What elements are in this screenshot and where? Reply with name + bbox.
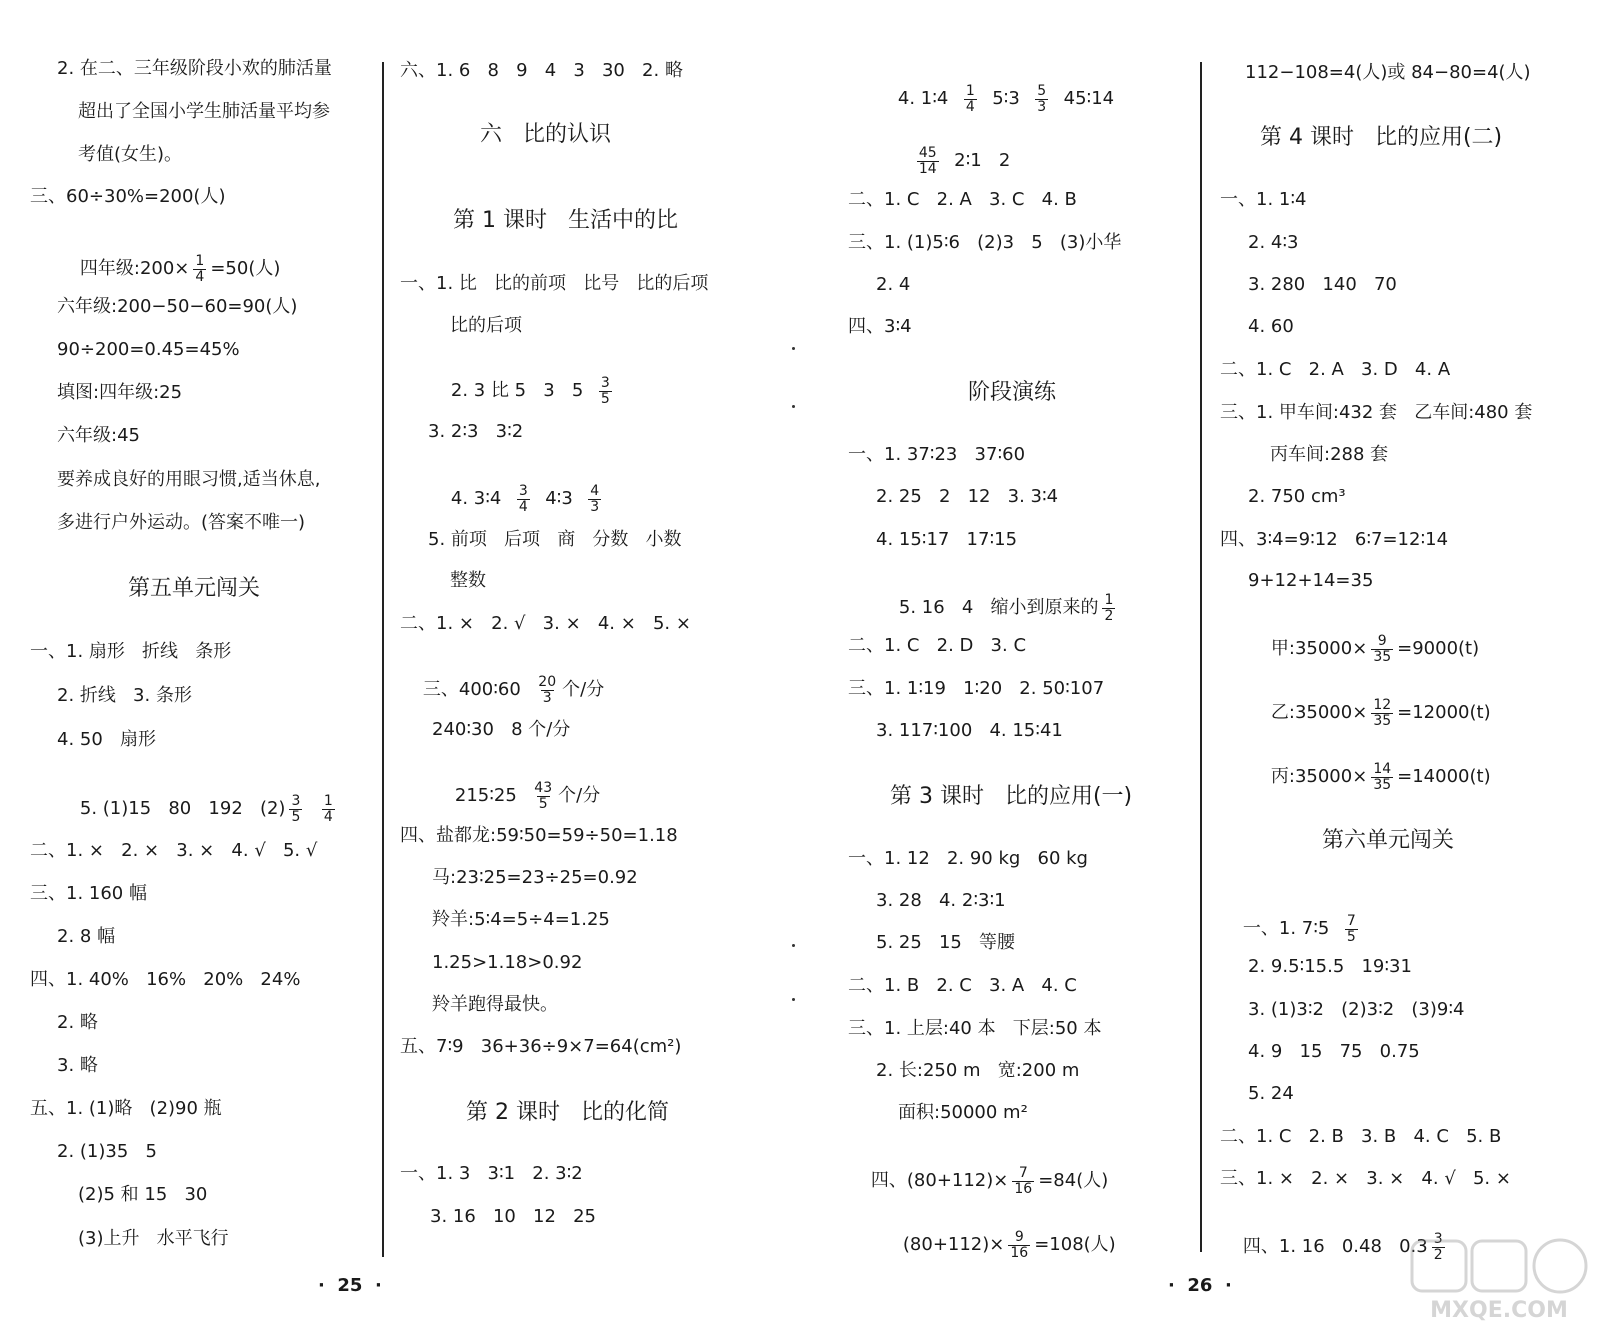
answer-line: 三、1. 1∶19 1∶20 2. 50∶107 xyxy=(848,678,1105,699)
answer-line: 四、1. 16 0.48 0.3 $\frac{3}{2}$ xyxy=(1242,1231,1443,1263)
fraction: $\frac{3}{5}$ xyxy=(291,793,301,825)
answer-line: 2. 折线 3. 条形 xyxy=(57,685,192,706)
fraction: $\frac{7}{16}$ xyxy=(1014,1165,1033,1197)
answer-line: 三、60÷30%=200(人) xyxy=(30,186,226,207)
fraction: $\frac{14}{35}$ xyxy=(1373,761,1392,793)
answer-line: 3. 28 4. 2∶3∶1 xyxy=(876,890,1006,911)
answer-line: 3. 280 140 70 xyxy=(1248,274,1397,295)
fraction: $\frac{1}{4}$ xyxy=(965,83,975,115)
fraction: $\frac{20}{3}$ xyxy=(538,674,557,706)
answer-line: 二、1. C 2. A 3. D 4. A xyxy=(1220,359,1451,380)
answer-line: 丙:35000× $\frac{14}{35}$ =14000(t) xyxy=(1270,761,1491,793)
page-number: · 26 · xyxy=(1168,1275,1232,1296)
answer-line: 5. (1)15 80 192 (2) $\frac{3}{5}$ $\frac{1}{4}$ xyxy=(79,793,333,825)
answer-line: 六年级:45 xyxy=(57,425,140,446)
unit-heading: 六 比的认识 xyxy=(480,122,611,147)
answer-line: 二、1. C 2. D 3. C xyxy=(848,635,1027,656)
answer-line: 乙:35000× $\frac{12}{35}$ =12000(t) xyxy=(1270,697,1491,729)
fraction: $\frac{3}{5}$ xyxy=(600,375,610,407)
fraction: $\frac{12}{35}$ xyxy=(1373,697,1392,729)
answer-line: 多进行户外运动。(答案不唯一) xyxy=(57,512,306,533)
answer-line: 2. 750 cm³ xyxy=(1248,486,1346,507)
answer-line: 考值(女生)。 xyxy=(78,144,183,165)
gutter-dot xyxy=(792,405,795,408)
lesson-heading: 第 3 课时 比的应用(一) xyxy=(890,784,1133,809)
answer-line: 90÷200=0.45=45% xyxy=(57,339,240,360)
answer-line: 2. 4∶3 xyxy=(1248,232,1299,253)
answer-line: 三、1. 甲车间:432 套 乙车间:480 套 xyxy=(1220,402,1533,423)
answer-line: 4. 1∶4 $\frac{1}{4}$ 5∶3 $\frac{5}{3}$ 45∶14 xyxy=(897,83,1115,115)
answer-line: 超出了全国小学生肺活量平均参 xyxy=(78,101,330,122)
answer-line: 2. 在二、三年级阶段小欢的肺活量 xyxy=(57,58,332,79)
answer-line: 一、1. 1∶4 xyxy=(1220,189,1307,210)
answer-line: 3. (1)3∶2 (2)3∶2 (3)9∶4 xyxy=(1248,999,1465,1020)
answer-line: 5. 16 4 缩小到原来的 $\frac{1}{2}$ xyxy=(898,592,1114,624)
fraction: $\frac{4}{3}$ xyxy=(590,483,600,515)
answer-line: 2. 3 比 5 3 5 $\frac{3}{5}$ xyxy=(450,375,610,407)
watermark-logo xyxy=(1404,1237,1594,1323)
answer-line: 四、3∶4 xyxy=(848,316,912,337)
answer-line: 三、400∶60 $\frac{20}{3}$ 个/分 xyxy=(422,674,605,706)
fraction: $\frac{7}{5}$ xyxy=(1346,913,1356,945)
answer-line: 一、1. 3 3∶1 2. 3∶2 xyxy=(400,1163,583,1184)
answer-line: 二、1. × 2. × 3. × 4. √ 5. √ xyxy=(30,840,318,861)
answer-line: 填图:四年级:25 xyxy=(57,382,183,403)
answer-line: 4. 60 xyxy=(1248,316,1294,337)
answer-line: 整数 xyxy=(450,570,486,591)
lesson-heading: 第 1 课时 生活中的比 xyxy=(453,208,678,233)
answer-line: 2. 4 xyxy=(876,274,911,295)
answer-line: 3. 16 10 12 25 xyxy=(430,1206,597,1227)
fraction: $\frac{5}{3}$ xyxy=(1037,83,1047,115)
answer-line: (2)5 和 15 30 xyxy=(78,1184,208,1205)
answer-line: 240∶30 8 个/分 xyxy=(432,719,571,740)
answer-line: 六、1. 6 8 9 4 3 30 2. 略 xyxy=(400,60,683,81)
answer-line: (3)上升 水平飞行 xyxy=(78,1228,229,1249)
answer-line: 马:23∶25=23÷25=0.92 xyxy=(432,867,638,888)
answer-line: 三、1. × 2. × 3. × 4. √ 5. × xyxy=(1220,1168,1511,1189)
answer-line: 三、1. 160 幅 xyxy=(30,883,147,904)
answer-line: 112−108=4(人)或 84−80=4(人) xyxy=(1245,62,1531,83)
answer-line: 2. 8 幅 xyxy=(57,926,116,947)
fraction: $\frac{3}{2}$ xyxy=(1433,1231,1443,1263)
column-divider xyxy=(1200,62,1202,1252)
answer-line: 一、1. 7∶5 $\frac{7}{5}$ xyxy=(1242,913,1356,945)
answer-line: 3. 2∶3 3∶2 xyxy=(428,421,524,442)
answer-line: 一、1. 扇形 折线 条形 xyxy=(30,641,232,662)
answer-line: 四、盐都龙:59∶50=59÷50=1.18 xyxy=(400,825,678,846)
answer-line: 5. 24 xyxy=(1248,1083,1294,1104)
section-heading: 阶段演练 xyxy=(968,380,1057,405)
answer-line: 一、1. 12 2. 90 kg 60 kg xyxy=(848,848,1088,869)
section-heading: 第五单元闯关 xyxy=(128,576,261,601)
lesson-heading: 第 2 课时 比的化简 xyxy=(466,1100,669,1125)
gutter-dot xyxy=(792,998,795,1001)
answer-line: 2. 略 xyxy=(57,1012,98,1033)
answer-line: 羚羊:5∶4=5÷4=1.25 xyxy=(432,909,610,930)
answer-line: 二、1. × 2. √ 3. × 4. × 5. × xyxy=(400,613,691,634)
answer-line: 2. 25 2 12 3. 3∶4 xyxy=(876,486,1059,507)
answer-line: 4. 9 15 75 0.75 xyxy=(1248,1041,1420,1062)
fraction: $\frac{43}{5}$ xyxy=(534,780,553,812)
answer-line: 3. 略 xyxy=(57,1055,98,1076)
answer-line: 4. 15∶17 17∶15 xyxy=(876,529,1018,550)
answer-line: 2. 长:250 m 宽:200 m xyxy=(876,1060,1080,1081)
answer-line: 一、1. 37∶23 37∶60 xyxy=(848,444,1026,465)
gutter-dot xyxy=(792,347,795,350)
gutter-dot xyxy=(792,944,795,947)
answer-line: 5. 前项 后项 商 分数 小数 xyxy=(428,529,682,550)
answer-line: 六年级:200−50−60=90(人) xyxy=(57,296,298,317)
fraction: $\frac{1}{4}$ xyxy=(323,793,333,825)
answer-line: 四、(80+112)× $\frac{7}{16}$ =84(人) xyxy=(870,1165,1109,1197)
answer-line: 四、1. 40% 16% 20% 24% xyxy=(30,969,301,990)
answer-line: 3. 117∶100 4. 15∶41 xyxy=(876,720,1063,741)
answer-line: 丙车间:288 套 xyxy=(1270,444,1389,465)
fraction: $\frac{1}{4}$ xyxy=(195,253,205,285)
answer-line: 二、1. C 2. B 3. B 4. C 5. B xyxy=(1220,1126,1502,1147)
lesson-heading: 第 4 课时 比的应用(二) xyxy=(1260,125,1503,150)
fraction: $\frac{3}{4}$ xyxy=(518,483,528,515)
answer-line: 五、1. (1)略 (2)90 瓶 xyxy=(30,1098,222,1119)
answer-line: $\frac{45}{14}$ 2∶1 2 xyxy=(918,145,1011,177)
answer-line: 4. 50 扇形 xyxy=(57,729,156,750)
answer-line: 二、1. B 2. C 3. A 4. C xyxy=(848,975,1077,996)
section-heading: 第六单元闯关 xyxy=(1322,828,1455,853)
watermark-text: MXQE.COM xyxy=(1430,1298,1568,1323)
answer-line: (80+112)× $\frac{9}{16}$ =108(人) xyxy=(902,1229,1116,1261)
answer-line: 要养成良好的用眼习惯,适当休息, xyxy=(57,469,321,490)
answer-line: 一、1. 比 比的前项 比号 比的后项 xyxy=(400,273,709,294)
fraction: $\frac{45}{14}$ xyxy=(918,145,937,177)
answer-line: 9+12+14=35 xyxy=(1248,570,1374,591)
answer-line: 4. 3∶4 $\frac{3}{4}$ 4∶3 $\frac{4}{3}$ xyxy=(450,483,600,515)
answer-line: 2. 9.5∶15.5 19∶31 xyxy=(1248,956,1412,977)
answer-line: 比的后项 xyxy=(450,315,522,336)
answer-line: 三、1. (1)5∶6 (2)3 5 (3)小华 xyxy=(848,232,1122,253)
answer-line: 五、7∶9 36+36÷9×7=64(cm²) xyxy=(400,1036,682,1057)
answer-line: 羚羊跑得最快。 xyxy=(432,994,558,1015)
answer-line: 2. (1)35 5 xyxy=(57,1141,157,1162)
column-divider xyxy=(382,62,384,1257)
fraction: $\frac{9}{16}$ xyxy=(1010,1229,1029,1261)
fraction: $\frac{9}{35}$ xyxy=(1373,633,1392,665)
answer-line: 甲:35000× $\frac{9}{35}$ =9000(t) xyxy=(1270,633,1480,665)
fraction: $\frac{1}{2}$ xyxy=(1104,592,1114,624)
answer-line: 二、1. C 2. A 3. C 4. B xyxy=(848,189,1077,210)
answer-line: 四年级:200× $\frac{1}{4}$ =50(人) xyxy=(79,253,281,285)
answer-line: 面积:50000 m² xyxy=(898,1102,1028,1123)
answer-line: 1.25>1.18>0.92 xyxy=(432,952,583,973)
answer-line: 四、3∶4=9∶12 6∶7=12∶14 xyxy=(1220,529,1449,550)
answer-line: 215∶25 $\frac{43}{5}$ 个/分 xyxy=(454,780,601,812)
answer-line: 三、1. 上层:40 本 下层:50 本 xyxy=(848,1018,1102,1039)
page-number: · 25 · xyxy=(318,1275,382,1296)
answer-line: 5. 25 15 等腰 xyxy=(876,932,1016,953)
